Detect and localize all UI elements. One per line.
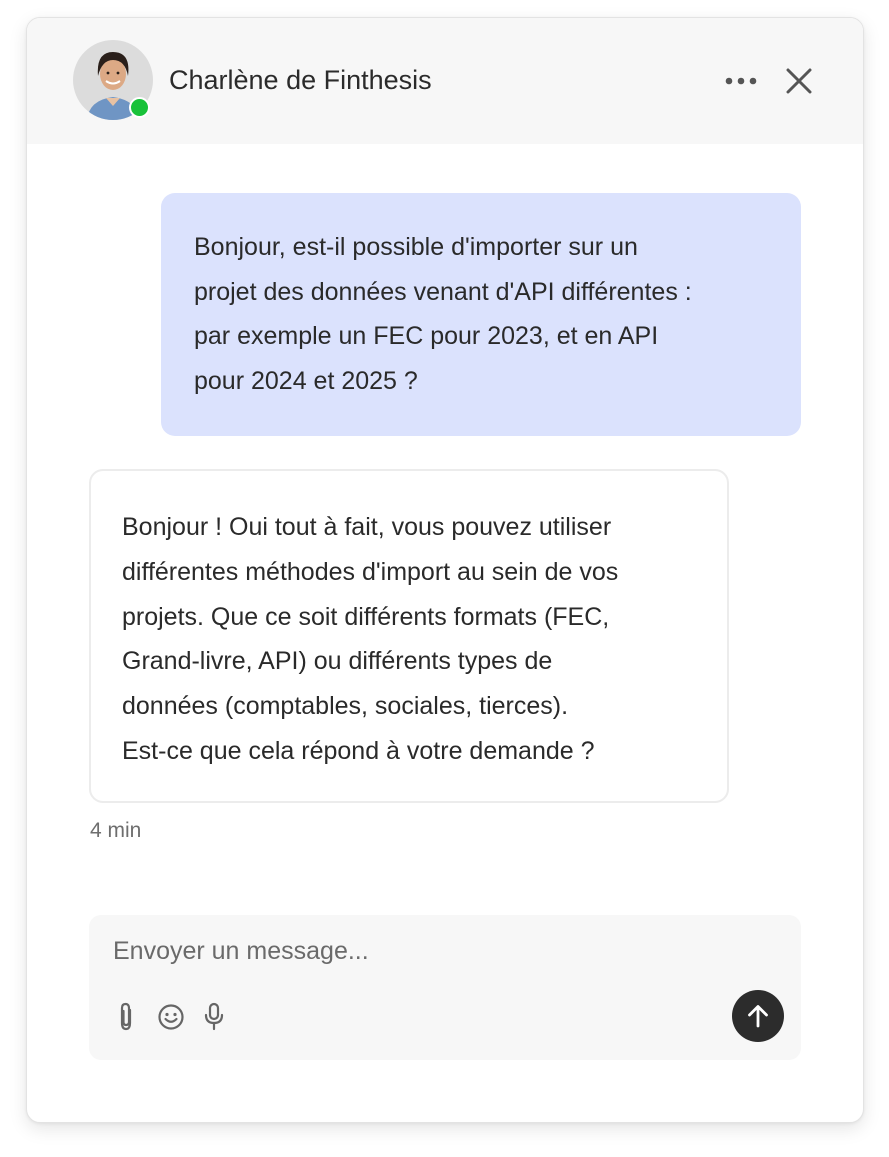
emoji-button[interactable]: [156, 1002, 186, 1032]
chat-header: [27, 18, 863, 144]
attach-button[interactable]: [111, 1002, 141, 1032]
chat-window: [26, 17, 864, 1123]
paperclip-icon: [114, 1002, 138, 1032]
more-options-button[interactable]: [721, 64, 761, 98]
agent-message-bubble: [89, 469, 729, 803]
user-message-text: Bonjour, est-il possible d'importer sur un projet des données venant d'API différentes : par exemple un FEC pour 2023, et en API pour 2024 et 2025 ?: [194, 233, 692, 395]
arrow-up-icon: [745, 1003, 771, 1029]
agent-avatar: [73, 40, 153, 120]
smiley-icon: [157, 1003, 185, 1031]
close-button[interactable]: [779, 62, 819, 100]
close-icon: [786, 68, 812, 94]
microphone-icon: [202, 1002, 226, 1032]
user-message-bubble: [161, 193, 801, 436]
online-status-dot: [129, 97, 150, 118]
more-horizontal-icon: [724, 76, 758, 86]
message-timestamp: 4 min: [90, 819, 142, 842]
message-composer: [89, 915, 801, 1060]
voice-button[interactable]: [199, 1002, 229, 1032]
send-button[interactable]: [732, 990, 784, 1042]
agent-message-text: Bonjour ! Oui tout à fait, vous pouvez utiliser différentes méthodes d'import au sein de vos projets. Que ce soit différents formats (FEC, Grand-livre, API) ou différents types de données (comptables, sociales, tierces). Est-ce que cela répond à votre demande ?: [122, 513, 619, 765]
message-input[interactable]: [113, 933, 773, 969]
agent-name: Charlène de Finthesis: [169, 65, 432, 95]
